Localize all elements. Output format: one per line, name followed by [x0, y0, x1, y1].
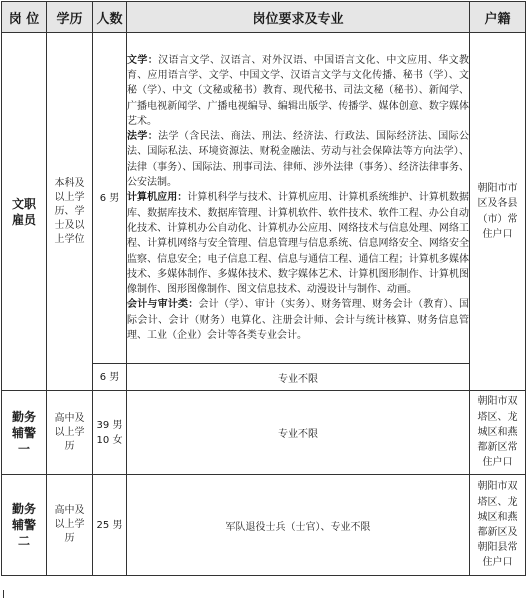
requirement-paragraph	[127, 297, 469, 343]
hukou-cell	[470, 33, 526, 391]
post-name: 勤务辅警一	[11, 409, 36, 456]
requirements-cell: 专业不限	[127, 391, 470, 475]
header-post: 岗 位	[2, 2, 47, 33]
requirement-category: 会计与审计类：	[127, 299, 199, 311]
education-cell	[47, 33, 93, 391]
education-cell	[47, 475, 93, 576]
education-text: 高中及以上学历	[54, 505, 85, 544]
table-row	[2, 475, 526, 576]
table-row	[2, 391, 526, 475]
requirement-category: 法学：	[127, 131, 159, 143]
requirement-text: 计算机科学与技术、计算机应用、计算机系统维护、计算机数据库、数据库技术、数据库管理、计算机软件、软件技术、软件工程、办公自动化技术、计算机办公自动化、计算机办公应用、网络技术与信息处理、网络工程、计算机网络与安全管理、信息管理与信息系统、信息网络安全、网络安全监察、信息安全；电子信息工程、信息与通信工程、通信工程；计算机多媒体技术、多媒体制作、多媒体技术、数字媒体艺术、计算机图形制作、计算机图像制作、图形图像制作、图文信息技术、动漫设计与制作、动画。	[127, 192, 470, 296]
count-cell: 6 男	[93, 33, 127, 364]
hukou-text: 朝阳市双塔区、龙城区和燕都新区常住户口	[477, 396, 518, 469]
education-text: 高中及以上学历	[54, 412, 85, 452]
post-cell	[2, 475, 47, 576]
requirements-cell: 军队退役士兵（士官）、专业不限	[127, 475, 470, 576]
table-row	[2, 33, 526, 364]
requirement-category: 文学：	[127, 54, 159, 66]
post-cell	[2, 391, 47, 475]
hukou-cell	[470, 391, 526, 475]
count-male: 39 男	[96, 419, 123, 431]
requirement-paragraph	[127, 129, 469, 190]
header-education: 学历	[47, 2, 93, 33]
hukou-cell	[470, 475, 526, 576]
education-text: 本科及以上学历、学士及以上学位	[54, 177, 85, 245]
requirements-cell	[127, 33, 470, 364]
count-cell: 25 男	[93, 475, 127, 576]
post-name: 文职雇员	[11, 196, 36, 227]
requirement-text: 法学（含民法、商法、刑法、经济法、行政法、国际经济法、国际公法、国际私法、环境资源法、财税金融法、劳动与社会保障法等方向法学）、法律（事务）、国际法、刑事司法、律师、涉外法律（事务）、经济法律事务、公安法制。	[127, 131, 469, 189]
requirement-text: 汉语言文学、汉语言、对外汉语、中国语言文化、中文应用、华文教育、应用语言学、文学、中国文学、汉语言文学与文化传播、秘书（学）、文秘（学）、中文（文秘或秘书）教育、现代秘书、司法文秘（秘书）、新闻学、广播电视新闻学、广播电视编导、编辑出版学、传播学、媒体创意、数字媒体艺术。	[127, 54, 469, 127]
header-hukou: 户籍	[470, 2, 526, 33]
requirements-cell: 专业不限	[127, 364, 470, 391]
hukou-text: 朝阳市双塔区、龙城区和燕都新区及朝阳县常住户口	[477, 481, 518, 569]
requirement-text: 会计（学）、审计（实务）、财务管理、财务会计（教育）、国际会计、会计（财务）电算化、注册会计师、会计与统计核算、财务信息管理、工业（企业）会计等各类专业会计。	[127, 299, 470, 342]
requirement-category: 计算机应用：	[127, 192, 188, 204]
count-female: 10 女	[96, 434, 123, 446]
header-row	[2, 2, 526, 33]
education-cell	[47, 391, 93, 475]
requirement-paragraph	[127, 190, 469, 297]
recruitment-table	[1, 1, 526, 576]
header-count: 人数	[93, 2, 127, 33]
count-cell	[93, 391, 127, 475]
requirement-paragraph	[127, 53, 469, 129]
post-name: 勤务辅警二	[11, 502, 36, 548]
post-cell	[2, 33, 47, 391]
header-requirements: 岗位要求及专业	[127, 2, 470, 33]
hukou-text: 朝阳市市区及各县（市）常住户口	[477, 183, 518, 240]
count-cell: 6 男	[93, 364, 127, 391]
page-corner-mark	[3, 590, 9, 598]
